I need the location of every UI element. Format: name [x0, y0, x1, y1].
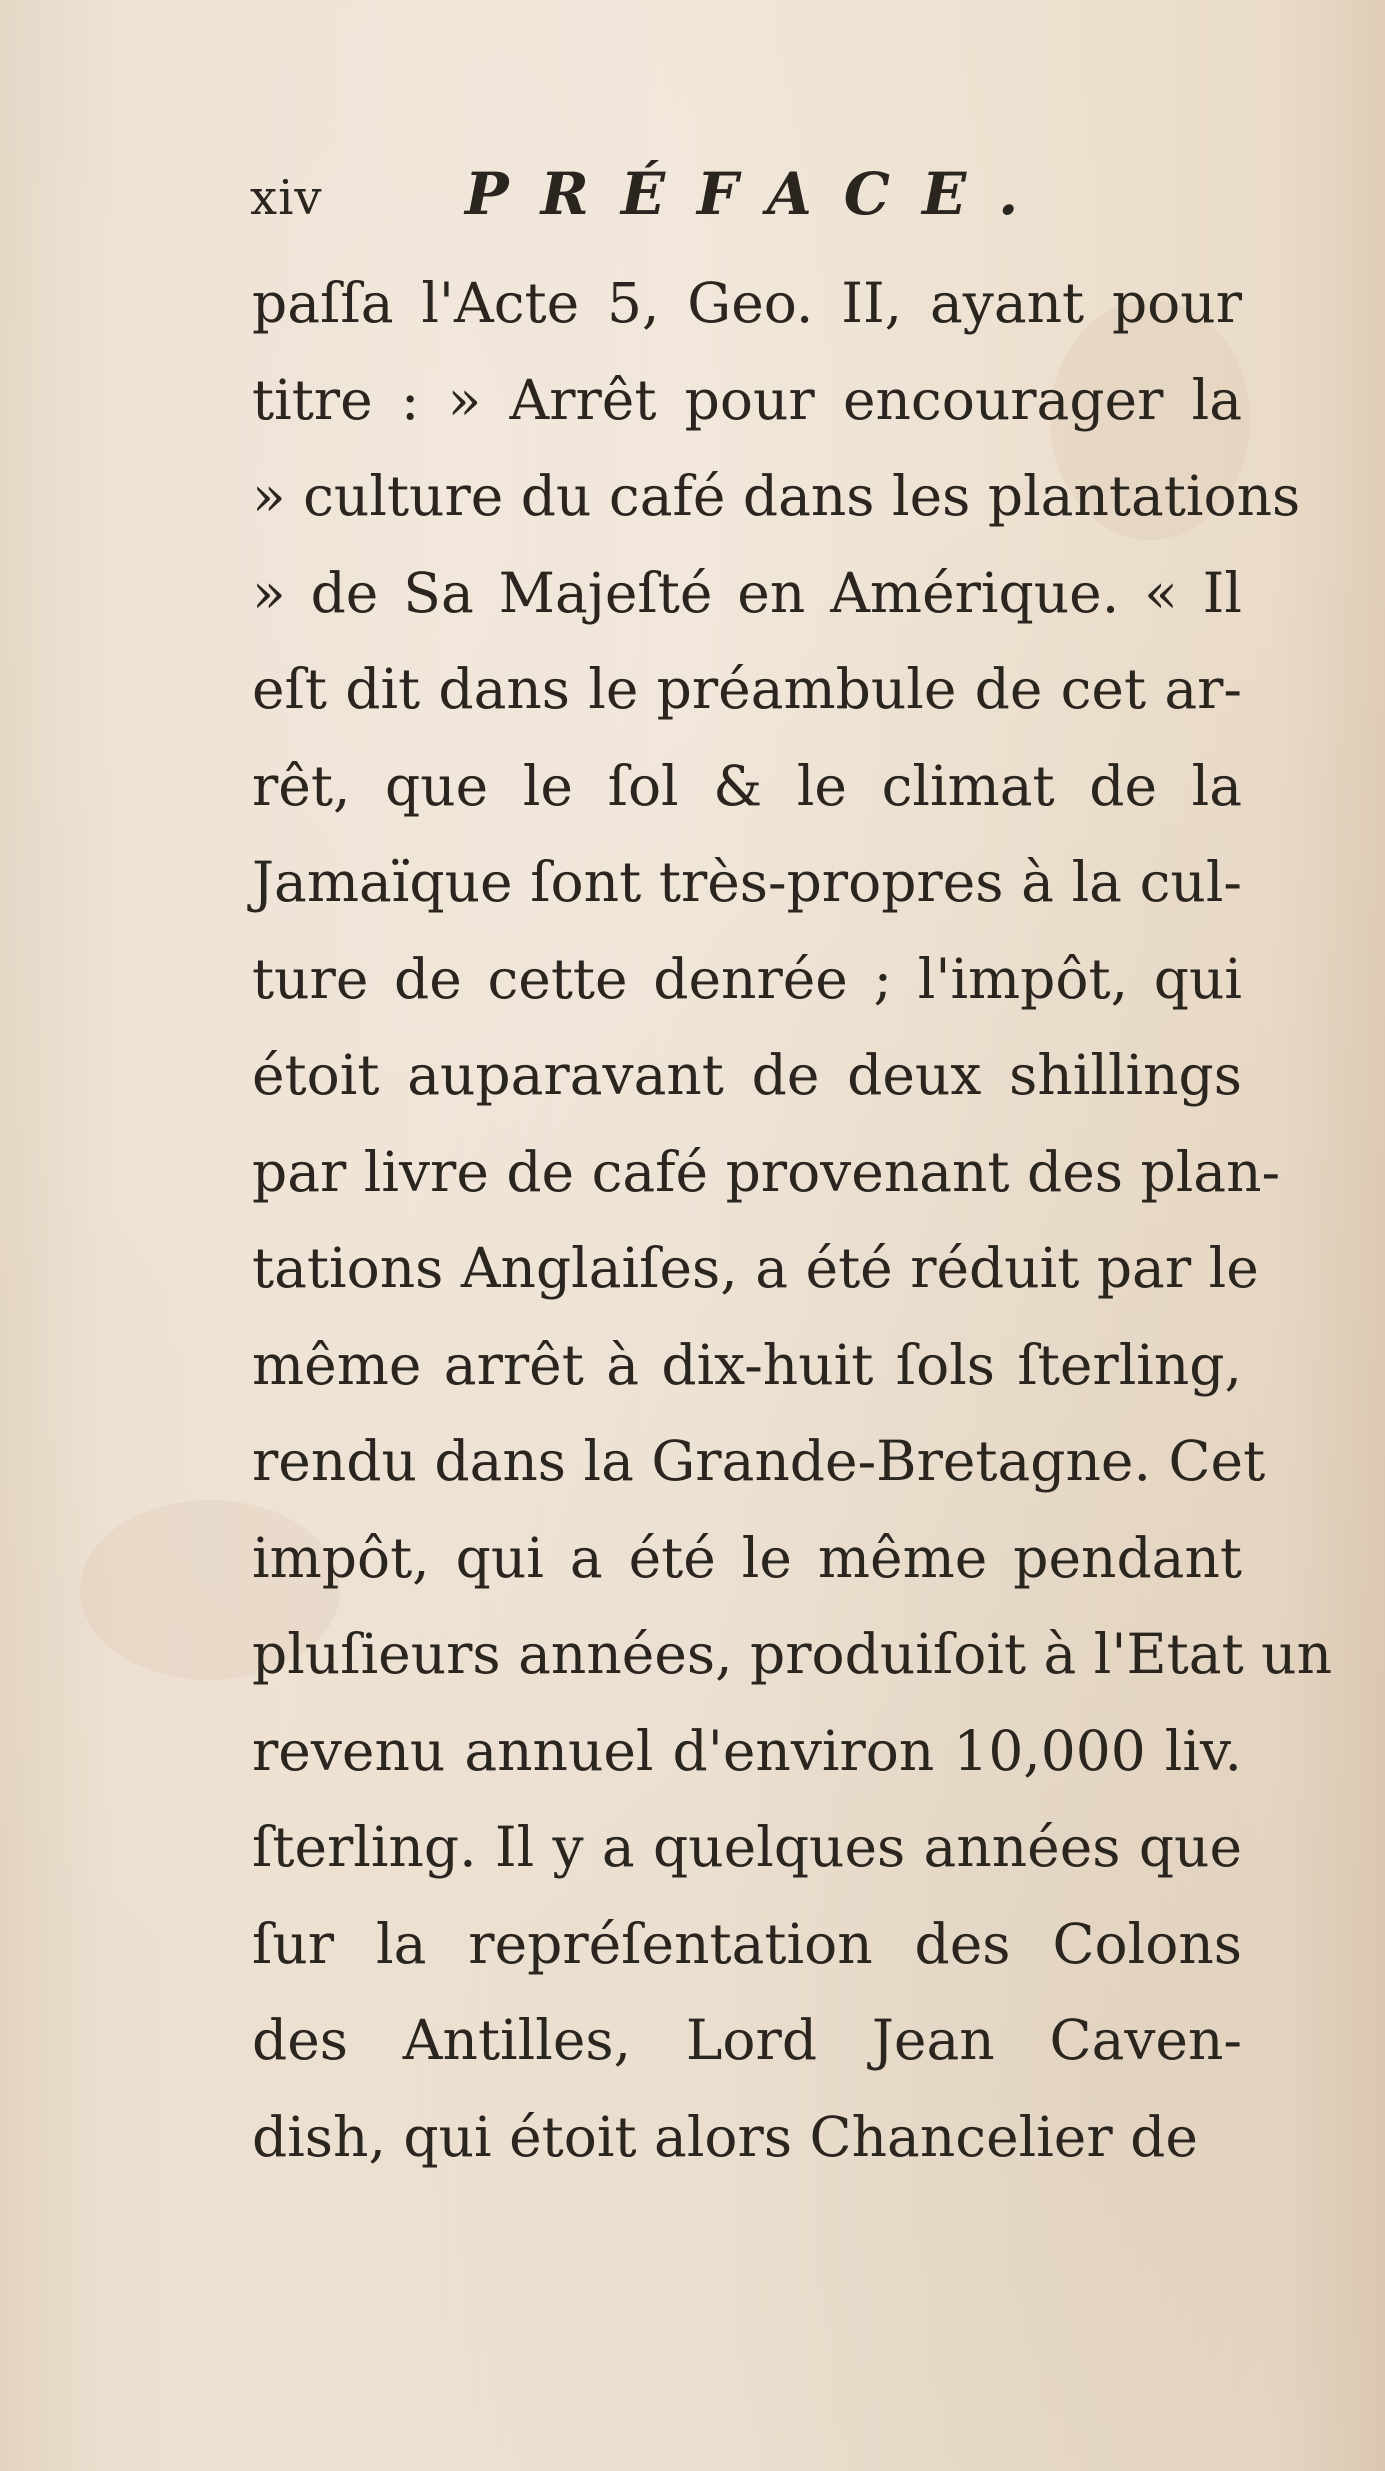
text-line: impôt, qui a été le même pendant [252, 1525, 1242, 1590]
text-line: rendu dans la Grande-Bretagne. Cet [252, 1429, 1266, 1493]
running-title: PRÉFACE. [465, 160, 1051, 228]
text-line: pluſieurs années, produiſoit à l'Etat un [252, 1622, 1332, 1686]
text-line: par livre de café provenant des plan- [252, 1139, 1281, 1204]
text-line: ture de cette denrée ; l'impôt, qui [252, 946, 1242, 1011]
body-text [252, 255, 1332, 2185]
text-line: ſur la repréſentation des Colons [252, 1911, 1242, 1976]
text-line: paſſa l'Acte 5, Geo. II, ayant pour [252, 271, 1242, 335]
text-line: Jamaïque ſont très-propres à la cul- [252, 850, 1242, 914]
text-line: même arrêt à dix-huit ſols ſterling, [252, 1332, 1242, 1397]
text-line: revenu annuel d'environ 10,000 liv. [252, 1718, 1242, 1783]
text-line: étoit auparavant de deux shillings [252, 1043, 1242, 1107]
page-header [250, 160, 1150, 240]
text-line: rêt, que le ſol & le climat de la [252, 753, 1242, 818]
text-line: dish, qui étoit alors Chancelier de [252, 2104, 1198, 2169]
text-line: » de Sa Majeſté en Amérique. « Il [252, 560, 1242, 625]
text-line: tations Anglaiſes, a été réduit par le [252, 1236, 1259, 1300]
page-number: xiv [250, 170, 323, 226]
text-line: titre : » Arrêt pour encourager la [252, 367, 1242, 432]
text-line: des Antilles, Lord Jean Caven- [252, 2008, 1242, 2072]
text-line: eſt dit dans le préambule de cet ar- [252, 657, 1242, 721]
text-line: » culture du café dans les plantations [252, 464, 1301, 528]
text-line: ſterling. Il y a quelques années que [252, 1815, 1242, 1879]
